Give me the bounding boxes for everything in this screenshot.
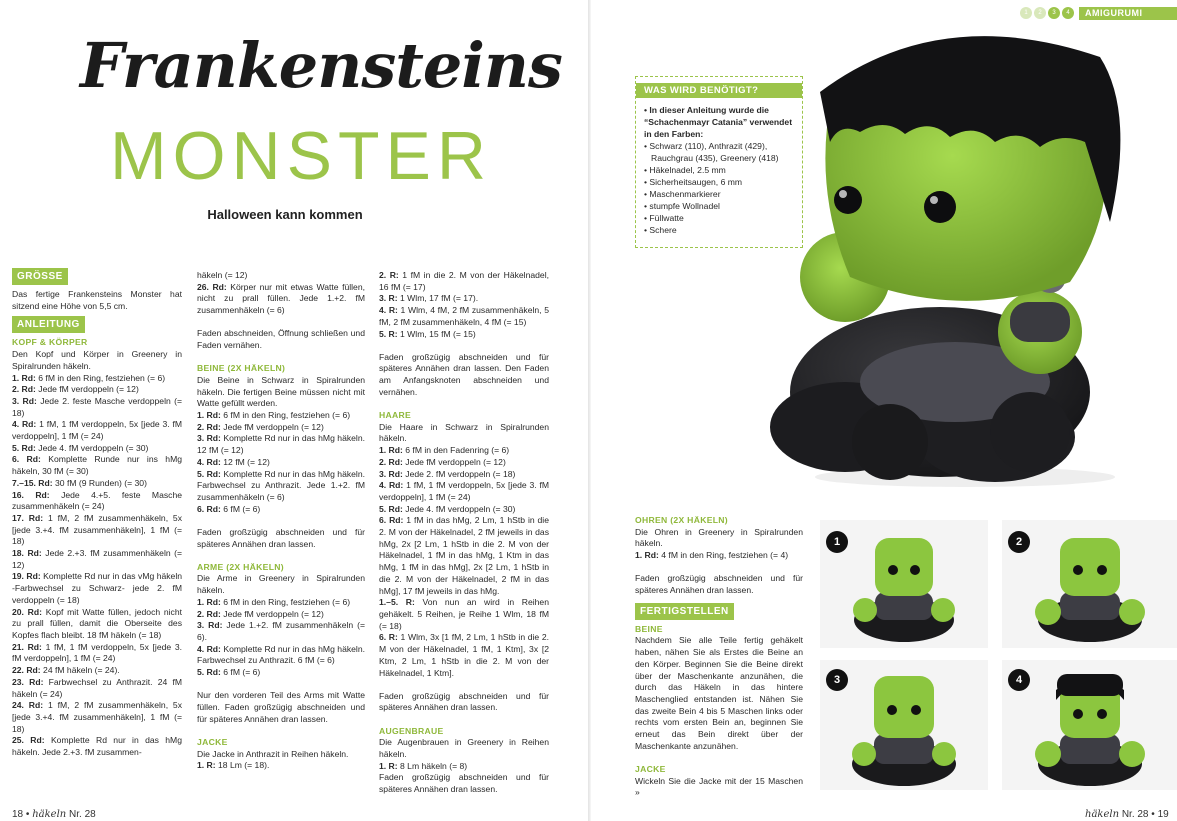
- haare-end: Faden großzügig abschneiden und für späteres Annähen dran lassen.: [379, 690, 549, 713]
- instruction-row: 4. Rd: 1 fM, 1 fM verdoppeln, 5x [jede 3. fM verdoppeln], 1 fM (= 24): [12, 419, 183, 442]
- instruction-row: 6. Rd: 1 fM in das hMg, 2 Lm, 1 hStb in die 2. M von der Häkelnadel, 2 fM jeweils in das hMg, 2x [2 Lm, 1 hStb in die 2. M von der Häkelnadel, 1 fM in das hMg, 1 Ktm in das hMg, 1 fM in das hMg], 2x [2 Lm, 1 hStb in die 2. M von der Häkelnadel, 2 fM in das hMg], 17 fM jeweils in das hMg.: [379, 515, 549, 596]
- instruction-row: 20. Rd: Kopf mit Watte füllen, jedoch nicht zu prall füllen, damit die Oberseite des Kopfes flach bleibt. 18 fM häkeln (= 18): [12, 606, 183, 640]
- instruction-row: 1.–5. R: Von nun an wird in Reihen gehäkelt. 5 Reihen, je Reihe 1 Wlm, 18 fM (= 18): [379, 597, 549, 631]
- jacke-intro: Die Jacke in Anthrazit in Reihen häkeln.: [197, 748, 349, 759]
- instruction-row: 3. Rd: Jede 2. fM verdoppeln (= 18): [379, 468, 516, 479]
- folio-right: häkeln Nr. 28 • 19: [1085, 809, 1169, 820]
- instruction-row: 2. Rd: Jede fM verdoppeln (= 12): [379, 456, 506, 467]
- instruction-row: 1. Rd: 6 fM in den Ring, festziehen (= 6): [197, 410, 351, 421]
- subheading-ohren: OHREN (2X HÄKELN): [635, 515, 728, 525]
- instruction-row: 5. Rd: Komplette Rd nur in das hMg häkeln. Farbwechsel zu Anthrazit. Jede 1.+2. fM zusammenhäkeln (= 6): [197, 468, 366, 502]
- section-heading-anleitung: ANLEITUNG: [12, 316, 85, 333]
- instruction-row: 6. Rd: 6 fM (= 6): [197, 503, 261, 514]
- arme-end: Nur den vorderen Teil des Arms mit Watte füllen. Faden großzügig abschneiden und für späteres Annähen dran lassen.: [197, 690, 365, 724]
- kopf-finish: Faden abschneiden, Öffnung schließen und Faden vernähen.: [197, 328, 365, 351]
- instruction-row: 3. Rd: Jede 1.+2. fM zusammenhäkeln (= 6).: [197, 620, 366, 642]
- instruction-row: 22. Rd: 24 fM häkeln (= 24).: [12, 665, 120, 676]
- instruction-row: 3. R: 1 Wlm, 17 fM (= 17).: [379, 293, 479, 304]
- title-main: MONSTER: [110, 118, 492, 194]
- instruction-row: 23. Rd: Farbwechsel zu Anthrazit. 24 fM häkeln (= 24): [12, 676, 182, 699]
- instruction-row: 1. Rd: 6 fM in den Fadenring (= 6): [379, 445, 510, 456]
- instruction-row: 5. Rd: 6 fM (= 6): [197, 667, 261, 678]
- beine-rows: [197, 410, 365, 515]
- instruction-row: 18. Rd: Jede 2.+3. fM zusammenhäkeln (= 12): [12, 548, 183, 570]
- instruction-row: 5. R: 1 Wlm, 15 fM (= 15): [379, 328, 476, 339]
- materials-heading: WAS WIRD BENÖTIGT?: [636, 83, 802, 98]
- subheading-haare: HAARE: [379, 410, 412, 421]
- ohren-end: Faden großzügig abschneiden und für späteres Annähen dran lassen.: [635, 573, 803, 596]
- subheading-jacke: JACKE: [197, 736, 228, 747]
- subheading-arme: ARME (2X HÄKELN): [197, 561, 284, 572]
- jacke-rows: [379, 270, 549, 340]
- col2-continued: häkeln (= 12): [197, 270, 248, 280]
- difficulty-dot: 3: [1048, 7, 1060, 19]
- section-label: AMIGURUMI: [1079, 7, 1177, 20]
- step-badge-4: 4: [1008, 669, 1030, 691]
- materials-item: • Sicherheitsaugen, 6 mm: [644, 177, 743, 187]
- folio-left: 18 • häkeln Nr. 28: [12, 809, 96, 820]
- difficulty-dot: 2: [1034, 7, 1046, 19]
- beine-end: Faden großzügig abschneiden und für späteres Annähen dran lassen.: [197, 526, 365, 549]
- subheading-kopf: KOPF & KÖRPER: [12, 337, 88, 348]
- step-badge-3: 3: [826, 669, 848, 691]
- subheading-jacke-finish: JACKE: [635, 763, 666, 774]
- amigurumi-photo: [740, 22, 1170, 492]
- arme-rows: [197, 597, 365, 679]
- materials-item: • Schwarz (110), Anthrazit (429), Rauchgrau (435), Greenery (418): [644, 141, 779, 163]
- instruction-row: 25. Rd: Komplette Rd nur in das hMg häkeln. Jede 2.+3. fM zusammen-: [12, 735, 182, 758]
- jacke-end: Faden großzügig abschneiden und für späteres Annähen dran lassen. Den Faden am Anfangsknoten abschneiden und vernähen.: [379, 351, 549, 397]
- instruction-row: 1. Rd: 6 fM in den Ring, festziehen (= 6): [12, 372, 166, 383]
- instruction-row: 5. Rd: Jede 4. fM verdoppeln (= 30): [12, 442, 149, 453]
- haare-intro: Die Haare in Schwarz in Spiralrunden häkeln.: [379, 421, 549, 444]
- instruction-row: 4. Rd: 12 fM (= 12): [197, 456, 270, 467]
- instruction-row: 24. Rd: 1 fM, 2 fM zusammenhäkeln, 5x [jede 3.+4. fM zusammenhäkeln], 1 fM (= 18): [12, 700, 183, 734]
- materials-item: • stumpfe Wollnadel: [644, 201, 720, 211]
- materials-intro: • In dieser Anleitung wurde die “Schachenmayr Catania” verwendet in den Farben:: [644, 105, 793, 139]
- jacke-row-1: 1. R: 18 Lm (= 18).: [197, 760, 270, 771]
- row-26: 26. Rd: Körper nur mit etwas Watte füllen, nicht zu prall füllen. Jede 1.+2. fM zusammenhäkeln (= 6): [197, 281, 366, 316]
- groesse-text: Das fertige Frankensteins Monster hat sitzend eine Höhe von 5,5 cm.: [12, 289, 182, 311]
- difficulty-rating: [1020, 7, 1074, 19]
- subtitle: Halloween kann kommen: [207, 207, 363, 222]
- instruction-row: 4. Rd: Komplette Rd nur in das hMg häkeln. Farbwechsel zu Anthrazit. 6 fM (= 6): [197, 643, 366, 666]
- monster-illustration: [740, 22, 1170, 492]
- difficulty-dot: 1: [1020, 7, 1032, 19]
- materials-item: • Schere: [644, 225, 677, 235]
- ohren-intro: Die Ohren in Greenery in Spiralrunden häkeln.: [635, 526, 803, 549]
- instruction-row: 6. R: 1 Wlm, 3x [1 fM, 2 Lm, 1 hStb in die 2. M von der Häkelnadel, 1 fM, 1 Ktm], 3x [2 Ktm, 2 Lm, 1 hStb in die 2. M von der Häkelnadel, 1 Ktm].: [379, 632, 550, 678]
- step-badge-1: 1: [826, 531, 848, 553]
- instruction-row: 1. Rd: 6 fM in den Ring, festziehen (= 6): [197, 596, 351, 607]
- kopf-intro: Den Kopf und Körper in Greenery in Spiralrunden häkeln.: [12, 349, 182, 371]
- instruction-row: 2. Rd: Jede fM verdoppeln (= 12): [197, 608, 324, 619]
- haare-rows: [379, 445, 549, 679]
- ohren-row-1: 1. Rd: 4 fM in den Ring, festziehen (= 4): [635, 550, 789, 561]
- instruction-row: 16. Rd: Jede 4.+5. feste Masche zusammenhäkeln (= 24): [12, 489, 182, 512]
- jacke-finish-text: Wickeln Sie die Jacke mit der 15 Maschen »: [635, 775, 803, 798]
- difficulty-dot: 4: [1062, 7, 1074, 19]
- arme-intro: Die Arme in Greenery in Spiralrunden häkeln.: [197, 573, 365, 596]
- instruction-row: 3. Rd: Jede 2. feste Masche verdoppeln (= 18): [12, 395, 183, 418]
- section-heading-fertigstellen: FERTIGSTELLEN: [635, 603, 734, 620]
- subheading-augenbraue: AUGENBRAUE: [379, 725, 444, 736]
- step-badge-2: 2: [1008, 531, 1030, 553]
- instruction-row: 19. Rd: Komplette Rd nur in das vMg häkeln -Farbwechsel zu Schwarz- jede 2. fM verdoppeln (= 18): [12, 571, 183, 605]
- augen-intro: Die Augenbrauen in Greenery in Reihen häkeln.: [379, 737, 549, 760]
- column-3: [379, 270, 549, 796]
- instruction-row: 3. Rd: Komplette Rd nur in das hMg häkeln. 12 fM (= 12): [197, 433, 366, 456]
- instruction-row: 2. Rd: Jede fM verdoppeln (= 12): [12, 384, 139, 395]
- subheading-beine: BEINE (2X HÄKELN): [197, 363, 286, 374]
- instruction-row: 4. Rd: 1 fM, 1 fM verdoppeln, 5x [jede 3. fM verdoppeln], 1 fM (= 24): [379, 480, 550, 502]
- augen-end: Faden großzügig abschneiden und für späteres Annähen dran lassen.: [379, 772, 549, 795]
- subheading-beine-finish: BEINE: [635, 623, 663, 634]
- instruction-row: 2. Rd: Jede fM verdoppeln (= 12): [197, 421, 324, 432]
- column-4: [635, 515, 803, 799]
- instruction-row: 4. R: 1 Wlm, 4 fM, 2 fM zusammenhäkeln, 5 fM, 2 fM zusammenhäkeln, 4 fM (= 15): [379, 305, 550, 327]
- augen-row-1: 1. R: 8 Lm häkeln (= 8): [379, 760, 468, 771]
- instruction-row: 2. R: 1 fM in die 2. M von der Häkelnadel, 16 fM (= 17): [379, 270, 549, 292]
- instruction-row: 17. Rd: 1 fM, 2 fM zusammenhäkeln, 5x [jede 3.+4. fM zusammenhäkeln], 1 fM (= 18): [12, 512, 183, 547]
- beine-intro: Die Beine in Schwarz in Spiralrunden häkeln. Die fertigen Beine müssen nicht mit Watte gefüllt werden.: [197, 374, 365, 409]
- kopf-rows: [12, 373, 182, 759]
- instruction-row: 5. Rd: Jede 4. fM verdoppeln (= 30): [379, 503, 516, 514]
- instruction-row: 7.–15. Rd: 30 fM (9 Runden) (= 30): [12, 477, 147, 488]
- materials-item: • Füllwatte: [644, 213, 684, 223]
- beine-finish-text: Nachdem Sie alle Teile fertig gehäkelt haben, nähen Sie als Erstes die Beine an den Körper. Beginnen Sie die Beine direkt über der Maschenkante anzunähen, die durch das Häkeln in das hintere Maschenglied entstanden ist. Nähen Sie das zweite Bein 4 bis 5 Maschen links oder rechts vom ersten Bein an, beginnen Sie erneut das Bein direkt über der Maschenkante anzunähen.: [635, 635, 803, 751]
- section-heading-groesse: GRÖSSE: [12, 268, 68, 285]
- instruction-row: 21. Rd: 1 fM, 1 fM verdoppeln, 5x [jede 3. fM verdoppeln], 1 fM (= 24): [12, 641, 182, 664]
- materials-item: • Häkelnadel, 2.5 mm: [644, 165, 726, 175]
- title-script: Frankensteins: [80, 29, 562, 102]
- column-1: [12, 266, 182, 759]
- materials-item: • Maschenmarkierer: [644, 189, 721, 199]
- instruction-row: 6. Rd: Komplette Runde nur ins hMg häkeln, 30 fM (= 30): [12, 454, 183, 477]
- column-2: [197, 270, 365, 772]
